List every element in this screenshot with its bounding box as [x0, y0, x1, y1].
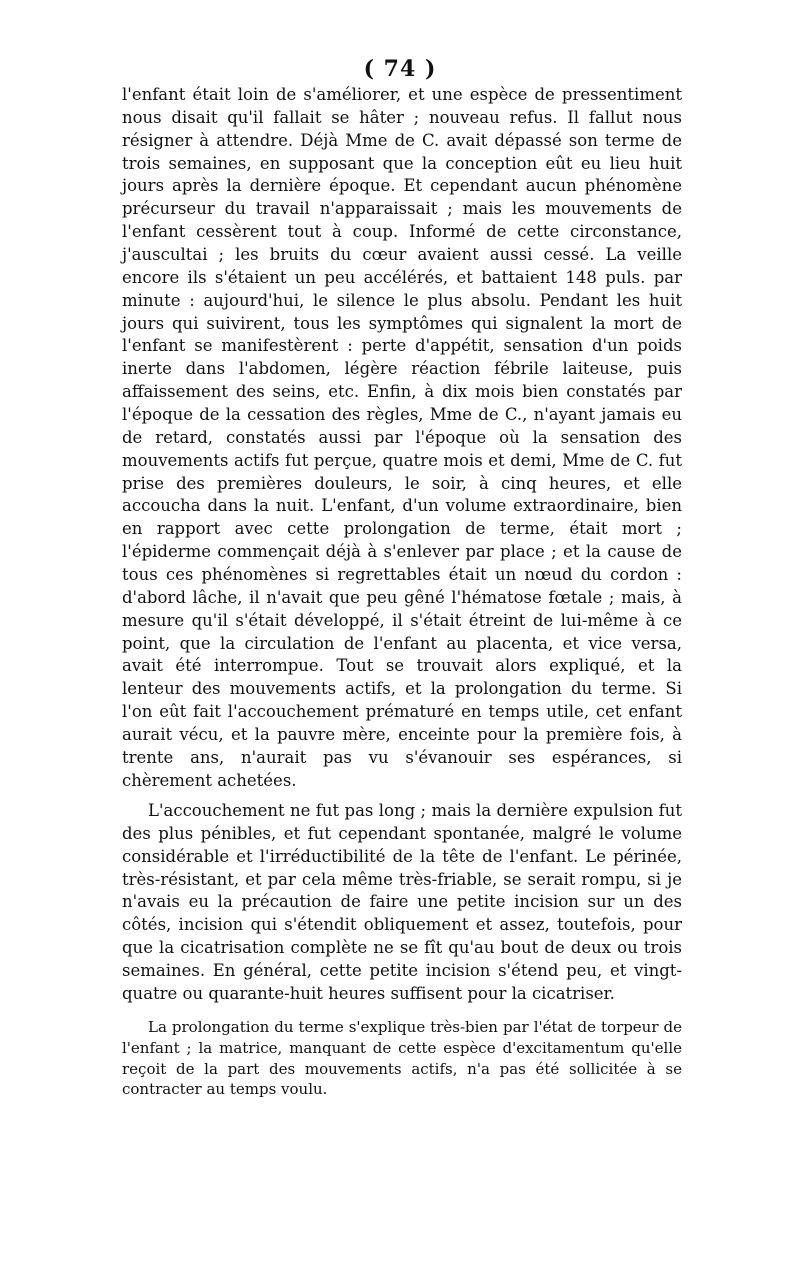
paragraph-2: L'accouchement ne fut pas long ; mais la dernière expulsion fut des plus pénibles, et fut cependant spontanée, malgré le volume considérable et l'irréductibilité de la tête de l'enfant. Le périnée, très-résistant, et par cela même très-friable, se serait rompu, si je n'avais eu la précaution de faire une petite incision sur un des côtés, incision qui s'étendit obliquement et assez, toutefois, pour que la cicatrisation complète ne se fît qu'au bout de deux ou trois semaines. En général, cette petite incision s'étend peu, et vingt-quatre ou quarante-huit heures suffisent pour la cicatriser.	[122, 801, 682, 1003]
paragraph-3: La prolongation du terme s'explique très-bien par l'état de torpeur de l'enfant ; la matrice, manquant de cette espèce d'excitamentum qu'elle reçoit de la part des mouvements actifs, n'a pas été sollicitée à se contracter au temps voulu.	[122, 1018, 682, 1099]
paragraph-1: l'enfant était loin de s'améliorer, et une espèce de pressentiment nous disait qu'il fallait se hâter ; nouveau refus. Il fallut nous résigner à attendre. Déjà Mme de C. avait dépassé son terme de trois semaines, en supposant que la conception eût eu lieu huit jours après la dernière époque. Et cependant aucun phénomène précurseur du travail n'apparaissait ; mais les mouvements de l'enfant cessèrent tout à coup. Informé de cette circonstance, j'auscultai ; les bruits du cœur avaient aussi cessé. La veille encore ils s'étaient un peu accélérés, et battaient 148 puls. par minute : aujourd'hui, le silence le plus absolu. Pendant les huit jours qui suivirent, tous les symptômes qui signalent la mort de l'enfant se manifestèrent : perte d'appétit, sensation d'un poids inerte dans l'abdomen, légère réaction fébrile laiteuse, puis affaissement des seins, etc. Enfin, à dix mois bien constatés par l'époque de la cessation des règles, Mme de C., n'ayant jamais eu de retard, constatés aussi par l'époque où la sensation des mouvements actifs fut perçue, quatre mois et demi, Mme de C. fut prise des premières douleurs, le soir, à cinq heures, et elle accoucha dans la nuit. L'enfant, d'un volume extraordinaire, bien en rapport avec cette prolongation de terme, était mort ; l'épiderme commençait déjà à s'enlever par place ; et la cause de tous ces phénomènes si regrettables était un nœud du cordon : d'abord lâche, il n'avait que peu gêné l'hématose fœtale ; mais, à mesure qu'il s'était développé, il s'était étreint de lui-même à ce point, que la circulation de l'enfant au placenta, et vice versa, avait été interrompue. Tout se trouvait alors expliqué, et la lenteur des mouvements actifs, et la prolongation du terme. Si l'on eût fait l'accouchement prématuré en temps utile, cet enfant aurait vécu, et la pauvre mère, enceinte pour la première fois, à trente ans, n'aurait pas vu s'évanouir ses espérances, si chèrement achetées.	[122, 85, 682, 790]
body-text	[122, 84, 682, 1100]
page-number: ( 74 )	[363, 56, 437, 82]
